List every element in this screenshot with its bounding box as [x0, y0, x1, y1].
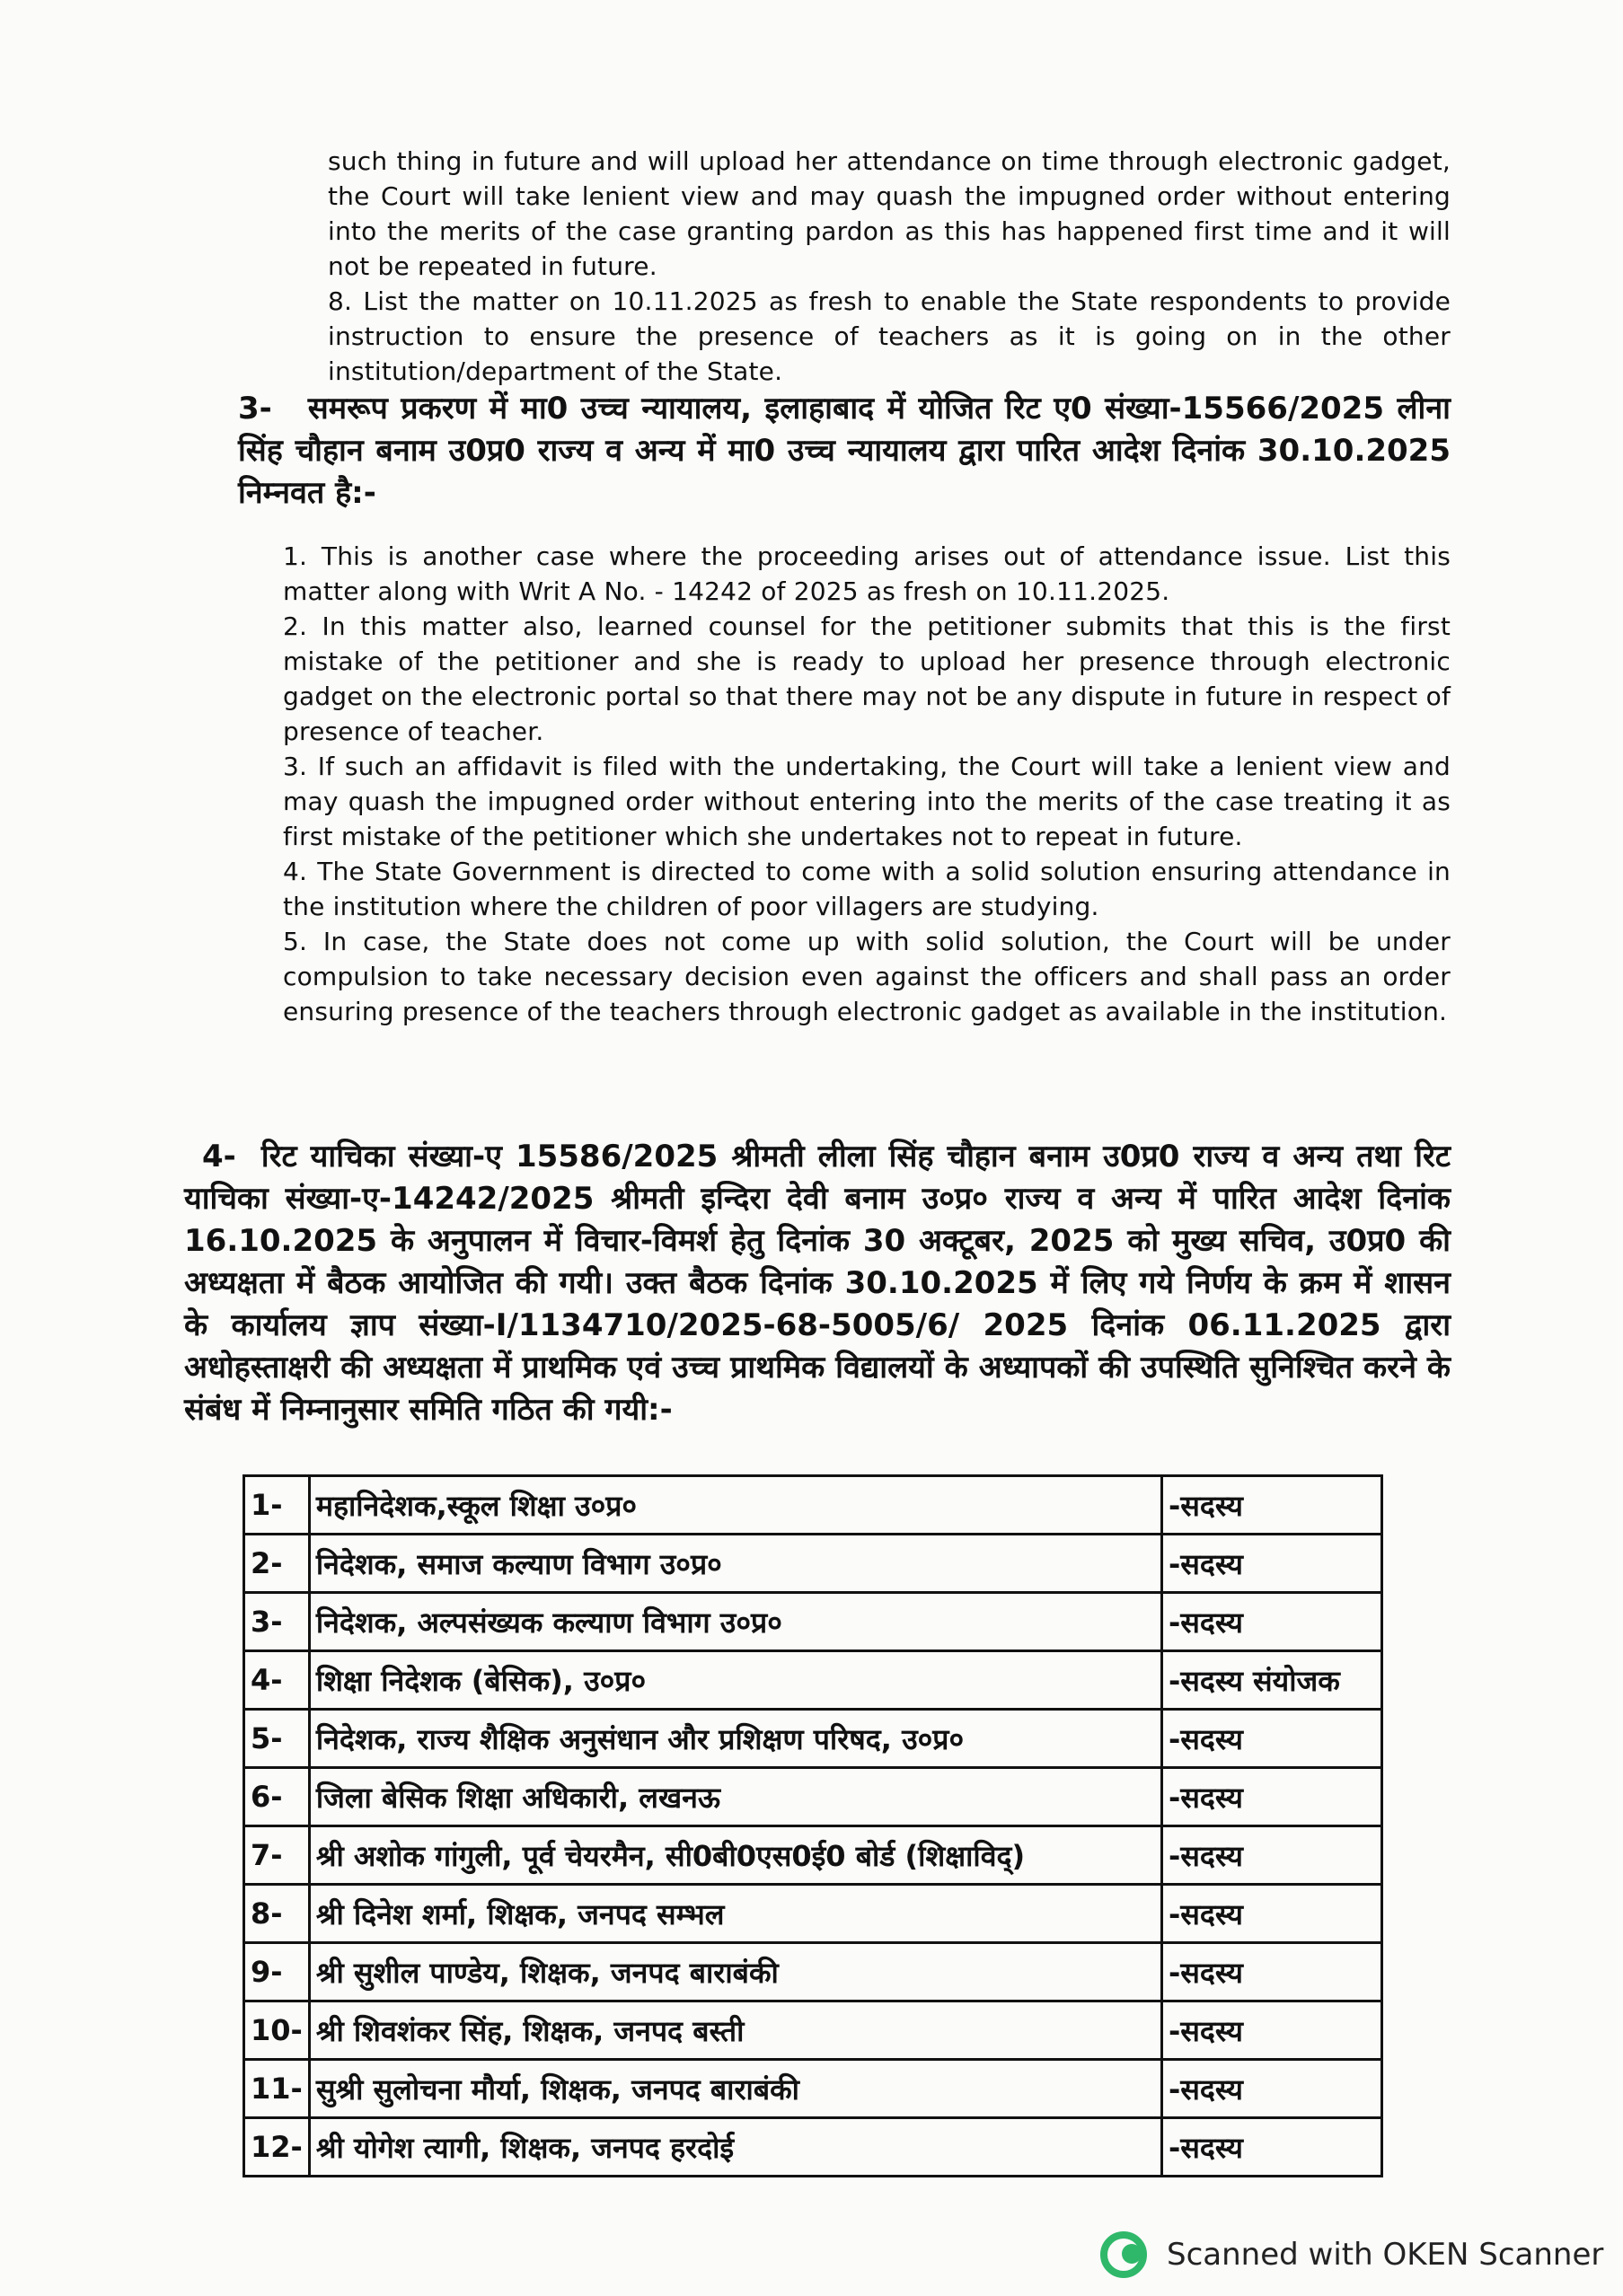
order-item: 3. If such an affidavit is filed with the undertaking, the Court will take a lenient view and may quash the impugned order without entering into the merits of the case treating it as first mistake of the petitioner which she undertakes not to repeat in future. [283, 752, 1451, 851]
scanner-logo-icon [1100, 2231, 1147, 2278]
member-number: 8- [244, 1885, 310, 1943]
section-number: 4- [202, 1139, 236, 1174]
member-number: 7- [244, 1826, 310, 1885]
member-role: -सदस्य संयोजक [1162, 1651, 1382, 1710]
order-item: 2. In this matter also, learned counsel for the petitioner submits that this is the first mistake of the petitioner and she is ready to upload her presence through electronic gadget on the electronic portal so that there may not be any dispute in future in respect of presence of teacher. [283, 611, 1451, 746]
member-name: जिला बेसिक शिक्षा अधिकारी, लखनऊ [309, 1768, 1161, 1826]
member-number: 4- [244, 1651, 310, 1710]
table-row [244, 1943, 1382, 2001]
table-row [244, 1593, 1382, 1651]
member-name: शिक्षा निदेशक (बेसिक), उ०प्र० [309, 1651, 1161, 1710]
section-text: रिट याचिका संख्या-ए 15586/2025 श्रीमती लीला सिंह चौहान बनाम उ0प्र0 राज्य व अन्य तथा रिट याचिका संख्या-ए-14242/2025 श्रीमती इन्दिरा देवी बनाम उ०प्र० राज्य व अन्य में पारित आदेश दिनांक 16.10.2025 के अनुपालन में विचार-विमर्श हेतु दिनांक 30 अक्टूबर, 2025 को मुख्य सचिव, उ0प्र0 की अध्यक्षता में बैठक आयोजित की गयी। उक्त बैठक दिनांक 30.10.2025 में लिए गये निर्णय के क्रम में शासन के कार्यालय ज्ञाप संख्या-I/1134710/2025-68-5005/6/ 2025 दिनांक 06.11.2025 द्वारा अधोहस्ताक्षरी की अध्यक्षता में प्राथमिक एवं उच्च प्राथमिक विद्यालयों के अध्यापकों की उपस्थिति सुनिश्चित करने के संबंध में निम्नानुसार समिति गठित की गयी:- [184, 1139, 1451, 1428]
member-number: 3- [244, 1593, 310, 1651]
member-role: -सदस्य [1162, 2001, 1382, 2060]
member-name: निदेशक, समाज कल्याण विभाग उ०प्र० [309, 1535, 1161, 1593]
table-row [244, 1535, 1382, 1593]
committee-table [243, 1474, 1383, 2177]
quote-paragraph: such thing in future and will upload her attendance on time through electronic gadget, the Court will take lenient view and may quash the impugned order without entering into the merits of the case granting pardon as this has happened first time and it will not be repeated in future. [328, 146, 1451, 281]
quote-order [283, 539, 1451, 1029]
member-number: 6- [244, 1768, 310, 1826]
member-role: -सदस्य [1162, 1943, 1382, 2001]
order-item: 5. In case, the State does not come up with solid solution, the Court will be under compulsion to take necessary decision even against the officers and shall pass an order ensuring presence of the teachers through electronic gadget as available in the institution. [283, 927, 1451, 1026]
member-role: -सदस्य [1162, 1768, 1382, 1826]
scanner-watermark [1100, 2231, 1603, 2278]
table-row [244, 1710, 1382, 1768]
member-role: -सदस्य [1162, 1885, 1382, 1943]
quote-top [328, 144, 1451, 389]
member-name: श्री शिवशंकर सिंह, शिक्षक, जनपद बस्ती [309, 2001, 1161, 2060]
section-text: समरूप प्रकरण में मा0 उच्च न्यायालय, इलाहाबाद में योजित रिट ए0 संख्या-15566/2025 लीना सिंह चौहान बनाम उ0प्र0 राज्य व अन्य में मा0 उच्च न्यायालय द्वारा पारित आदेश दिनांक 30.10.2025 निम्नवत है:- [238, 391, 1451, 511]
order-item: 1. This is another case where the proceeding arises out of attendance issue. List this matter along with Writ A No. - 14242 of 2025 as fresh on 10.11.2025. [283, 541, 1451, 606]
scanner-label: Scanned with OKEN Scanner [1167, 2237, 1604, 2273]
member-name: श्री योगेश त्यागी, शिक्षक, जनपद हरदोई [309, 2118, 1161, 2177]
section-number: 3- [238, 391, 272, 427]
member-number: 2- [244, 1535, 310, 1593]
member-role: -सदस्य [1162, 1710, 1382, 1768]
member-name: निदेशक, अल्पसंख्यक कल्याण विभाग उ०प्र० [309, 1593, 1161, 1651]
member-name: निदेशक, राज्य शैक्षिक अनुसंधान और प्रशिक्षण परिषद, उ०प्र० [309, 1710, 1161, 1768]
member-role: -सदस्य [1162, 1535, 1382, 1593]
member-number: 9- [244, 1943, 310, 2001]
section-3 [238, 388, 1451, 515]
member-role: -सदस्य [1162, 2118, 1382, 2177]
member-name: सुश्री सुलोचना मौर्या, शिक्षक, जनपद बाराबंकी [309, 2060, 1161, 2118]
member-name: श्री दिनेश शर्मा, शिक्षक, जनपद सम्भल [309, 1885, 1161, 1943]
table-row [244, 1476, 1382, 1535]
member-number: 10- [244, 2001, 310, 2060]
table-row [244, 1826, 1382, 1885]
quote-paragraph: 8. List the matter on 10.11.2025 as fresh to enable the State respondents to provide instruction to ensure the presence of teachers as it is going on in the other institution/department of the State. [328, 286, 1451, 386]
member-name: श्री सुशील पाण्डेय, शिक्षक, जनपद बाराबंकी [309, 1943, 1161, 2001]
table-row [244, 2060, 1382, 2118]
member-name: श्री अशोक गांगुली, पूर्व चेयरमैन, सी0बी0एस0ई0 बोर्ड (शिक्षाविद्) [309, 1826, 1161, 1885]
member-role: -सदस्य [1162, 1476, 1382, 1535]
order-item: 4. The State Government is directed to come with a solid solution ensuring attendance in the institution where the children of poor villagers are studying. [283, 857, 1451, 921]
table-row [244, 1651, 1382, 1710]
table-row [244, 2001, 1382, 2060]
member-role: -सदस्य [1162, 1826, 1382, 1885]
table-row [244, 1885, 1382, 1943]
member-role: -सदस्य [1162, 1593, 1382, 1651]
table-row [244, 2118, 1382, 2177]
member-name: महानिदेशक,स्कूल शिक्षा उ०प्र० [309, 1476, 1161, 1535]
table-row [244, 1768, 1382, 1826]
member-number: 1- [244, 1476, 310, 1535]
member-number: 5- [244, 1710, 310, 1768]
member-role: -सदस्य [1162, 2060, 1382, 2118]
member-number: 11- [244, 2060, 310, 2118]
member-number: 12- [244, 2118, 310, 2177]
section-4 [184, 1136, 1451, 1431]
